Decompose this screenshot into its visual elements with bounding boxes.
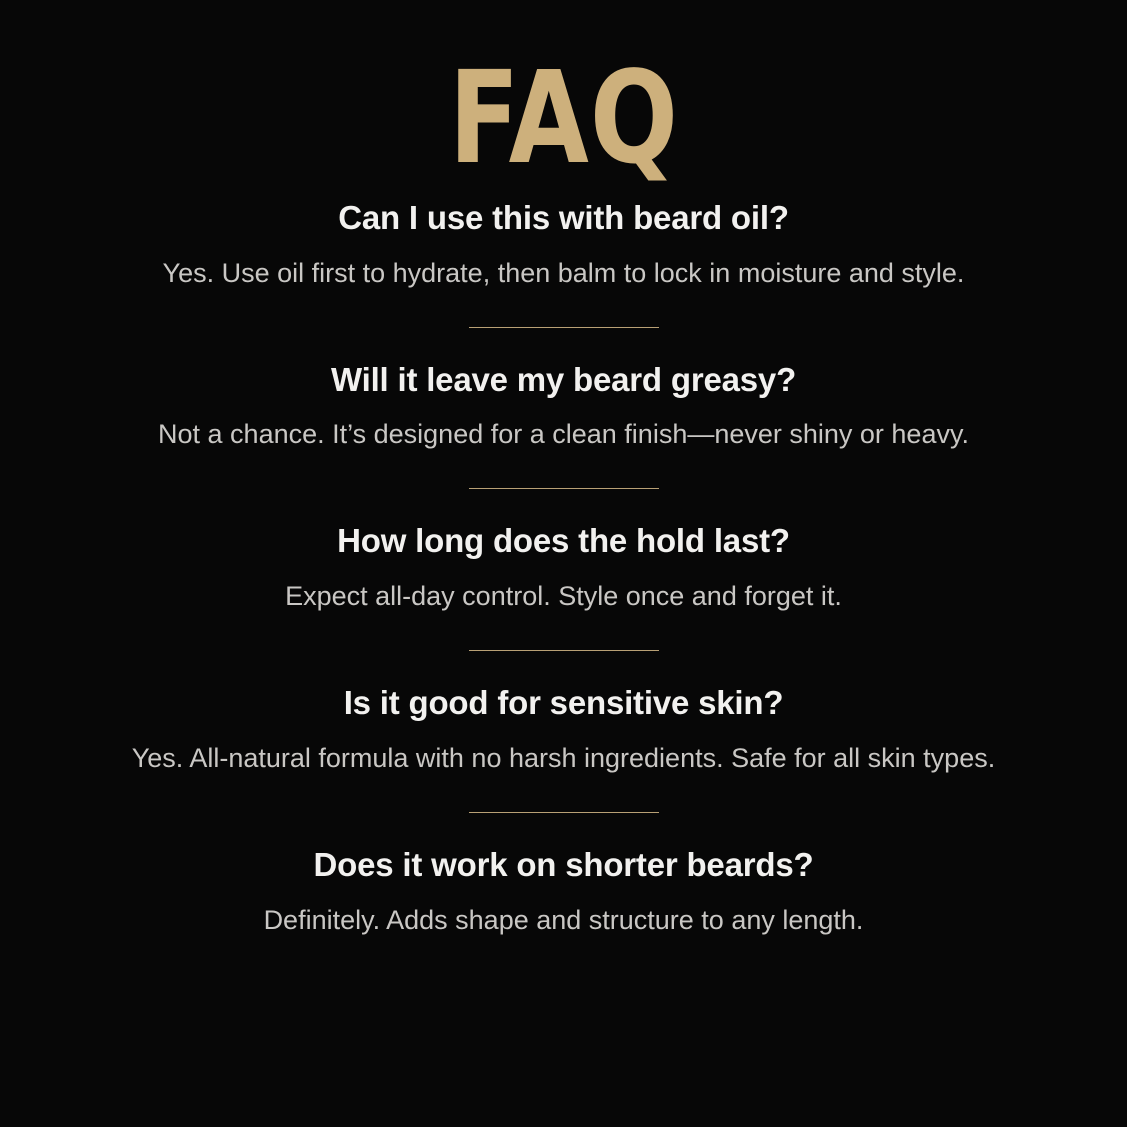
faq-question: Is it good for sensitive skin? [343, 684, 784, 722]
faq-answer: Yes. All-natural formula with no harsh ingredients. Safe for all skin types. [131, 742, 996, 773]
divider [469, 488, 659, 489]
divider [469, 650, 659, 651]
faq-answer: Definitely. Adds shape and structure to any length. [263, 904, 864, 935]
divider [469, 812, 659, 813]
faq-answer: Expect all-day control. Style once and forget it. [285, 581, 842, 612]
faq-question: Can I use this with beard oil? [338, 199, 789, 236]
page-title: FAQ [448, 45, 679, 193]
faq-answer: Yes. Use oil first to hydrate, then balm to lock in moisture and style. [162, 257, 965, 288]
faq-item [64, 521, 1064, 616]
faq-item [64, 360, 1064, 455]
faq-item [64, 845, 1064, 940]
divider [469, 327, 659, 328]
faq-answer: Not a chance. It’s designed for a clean finish—never shiny or heavy. [158, 419, 969, 450]
faq-question: Will it leave my beard greasy? [330, 360, 797, 398]
faq-question: How long does the hold last? [337, 522, 790, 560]
faq-item [64, 198, 1064, 293]
faq-list [64, 198, 1064, 940]
faq-item [64, 683, 1064, 778]
faq-question: Does it work on shorter beards? [313, 845, 814, 883]
